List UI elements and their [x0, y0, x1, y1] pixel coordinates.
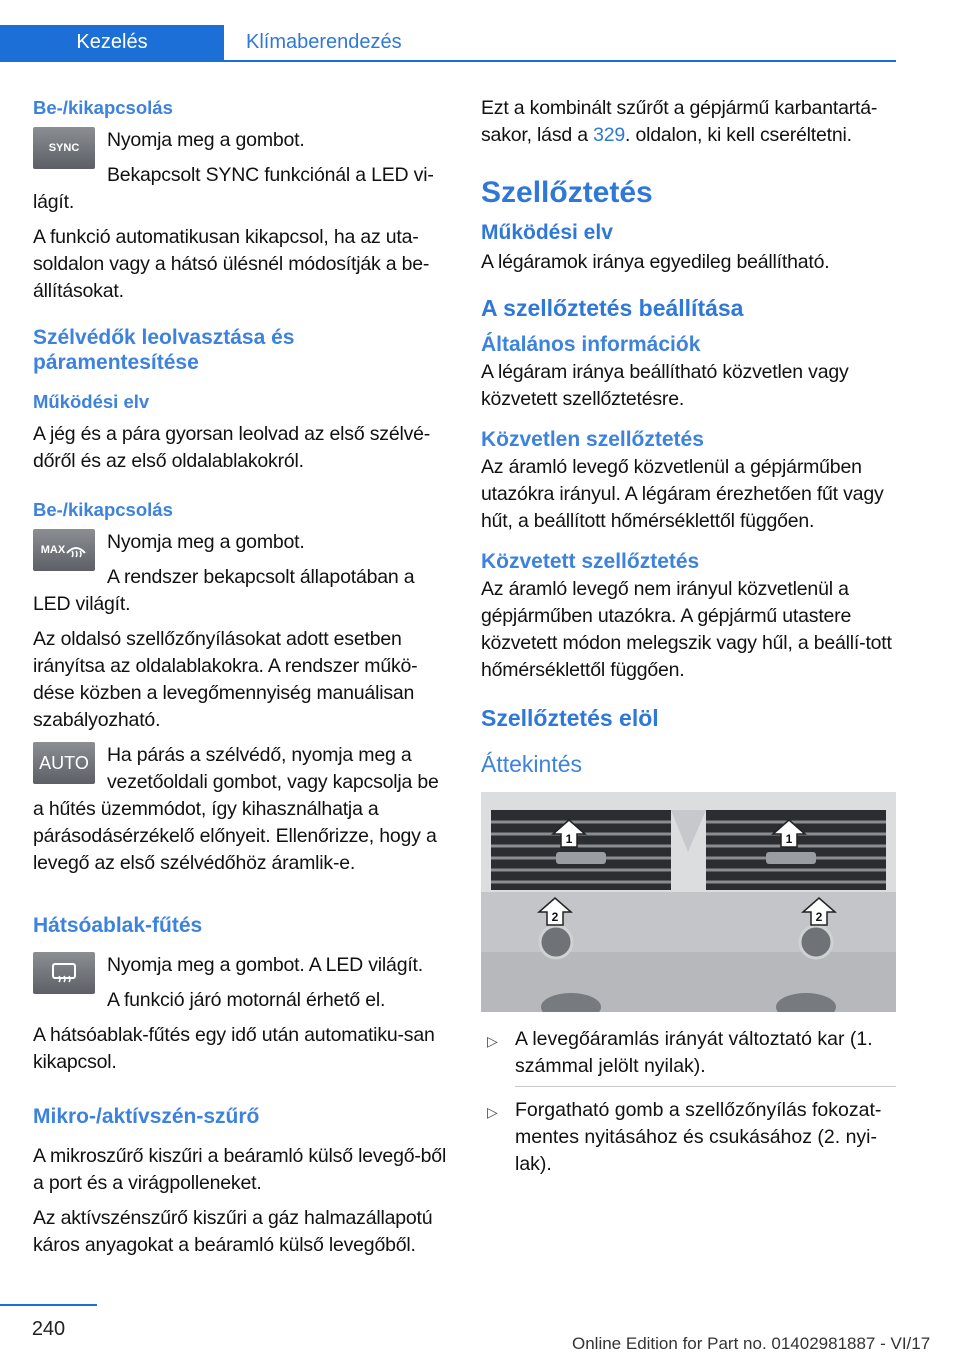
filter-replacement-text-start: Ezt a kombinált szűrőt a gépjármű karbantartá-sakor, lásd a: [481, 97, 878, 146]
overview-heading: Áttekintés: [481, 751, 582, 777]
ventilation-principle-text: A légáramok iránya egyedileg beállítható.: [481, 251, 830, 273]
section-heading-rear-heating: Hátsóablak-fűtés: [33, 914, 203, 937]
auto-icon-label: AUTO: [39, 752, 89, 773]
sync-icon-label: SYNC: [48, 142, 80, 154]
sync-instruction: Nyomja meg a gombot.: [107, 129, 305, 151]
front-ventilation-heading: Szellőztetés elöl: [481, 705, 659, 731]
carbon-filter-text: Az aktívszénszűrő kiszűri a gáz halmazállapotú káros anyagokat a beáramló külső levegőből.: [33, 1207, 433, 1256]
page-number-bar: [0, 1304, 97, 1306]
general-info-heading: Általános információk: [481, 333, 701, 356]
sync-button-icon: [33, 127, 95, 169]
section-heading-defrost: Szélvédők leolvasztása és páramentesítése: [33, 326, 295, 374]
triangle-bullet-icon: ▷: [487, 1033, 498, 1049]
section-heading-filter: Mikro-/aktívszén-szűrő: [33, 1105, 260, 1128]
direct-ventilation-text: Az áramló levegő közvetlenül a gépjárműben utazókra irányul. A légáram érezhetően fűt vagy hűt, a beállított hőmérséklettől függően.: [481, 456, 884, 532]
auto-block: [33, 742, 447, 885]
photo-label-1-left: 1: [565, 832, 573, 846]
filter-replacement-text-end: . oldalon, ki kell cseréltetni.: [625, 124, 852, 146]
max-side-vents-text: Az oldalsó szellőzőnyílásokat adott esetben irányítsa az oldalablakokra. A rendszer műkö-dése közben a levegőmennyiség manuálisan szabályozható.: [33, 628, 418, 731]
right-column: [481, 95, 896, 1188]
header-tabs: [0, 25, 446, 60]
windshield-defrost-icon: [65, 541, 87, 559]
tab-kezeles[interactable]: Kezelés: [0, 25, 224, 60]
rear-auto-off-text: A hátsóablak-fűtés egy idő után automatiku-san kikapcsol.: [33, 1024, 435, 1073]
max-block: [33, 529, 447, 626]
max-defrost-button-icon: [33, 529, 95, 571]
list-item: [481, 1097, 896, 1178]
photo-label-2-left: 2: [551, 910, 559, 924]
max-led-text: A rendszer bekapcsolt állapotában a LED világít.: [33, 566, 415, 615]
sync-block: [33, 127, 447, 224]
rear-defrost-icon: [50, 961, 78, 985]
front-vents-photo: [481, 792, 896, 1012]
rear-instruction: Nyomja meg a gombot. A LED világít.: [107, 954, 423, 976]
dashboard-vents-image: [481, 792, 896, 1012]
defrost-principle-text: A jég és a pára gyorsan leolvad az első szélvé-dőről és az első oldalablakokról.: [33, 423, 431, 472]
rear-window-heating-button-icon: [33, 952, 95, 994]
photo-label-1-right: 1: [785, 832, 793, 846]
general-info-text: A légáram iránya beállítható közvetlen vagy közvetett szellőztetésre.: [481, 361, 849, 410]
rear-block: [33, 952, 447, 1022]
left-column: [33, 95, 447, 1267]
direct-ventilation-heading: Közvetlen szellőztetés: [481, 428, 704, 451]
max-icon-label: MAX: [40, 544, 66, 556]
triangle-bullet-icon: ▷: [487, 1104, 498, 1120]
overview-bullet-list: [481, 1026, 896, 1178]
defrost-principle-heading: Működési elv: [33, 391, 150, 412]
defrost-onoff-heading: Be-/kikapcsolás: [33, 499, 173, 520]
page-link-329[interactable]: 329: [593, 124, 626, 146]
photo-label-2-right: 2: [815, 910, 823, 924]
chapter-title-ventilation: Szellőztetés: [481, 176, 653, 209]
bullet-text-rotary-knob: Forgatható gomb a szellőzőnyílás fokozat-mentes nyitásához és csukásához (2. nyi-lak).: [515, 1099, 882, 1175]
ventilation-setting-heading: A szellőztetés beállítása: [481, 295, 744, 321]
max-instruction: Nyomja meg a gombot.: [107, 531, 305, 553]
page-number: 240: [31, 1318, 66, 1340]
indirect-ventilation-text: Az áramló levegő nem irányul közvetlenül a gépjárműben utazókra. A gépjármű utastere közvetett módon melegszik vagy hűl, a beállí-tott hőmérséklettől függően.: [481, 578, 892, 681]
sync-led-text: Bekapcsolt SYNC funkciónál a LED vi-lágít.: [33, 164, 434, 213]
tab-klimaberendezes[interactable]: Klímaberendezés: [246, 31, 402, 53]
auto-fog-text: Ha párás a szélvédő, nyomja meg a vezetőoldali gombot, vagy kapcsolja be a hűtés üzemmódot, így kihasználhatja a párásodásérzékelő előnyeit. Ellenőrizze, hogy a levegő az első szélvédőhöz áramlik-e.: [33, 744, 439, 874]
microfilter-text: A mikroszűrő kiszűri a beáramló külső levegő-ből a port és a virágpolleneket.: [33, 1145, 447, 1194]
bullet-text-airflow-lever: A levegőáramlás irányát változtató kar (1. számmal jelölt nyilak).: [515, 1028, 873, 1077]
ventilation-principle-heading: Működési elv: [481, 221, 613, 244]
auto-button-icon: [33, 742, 95, 784]
indirect-ventilation-heading: Közvetett szellőztetés: [481, 550, 700, 573]
header-divider: [0, 60, 896, 62]
list-item: [481, 1026, 896, 1087]
section-heading-onoff: Be-/kikapcsolás: [33, 97, 173, 118]
filter-replacement-text: [481, 95, 896, 149]
rear-engine-text: A funkció járó motornál érhető el.: [107, 989, 386, 1011]
edition-footer: Online Edition for Part no. 01402981887 - VI/17: [572, 1334, 931, 1353]
sync-auto-off-text: A funkció automatikusan kikapcsol, ha az uta-soldalon vagy a hátsó ülésnél módosítják a be-állításokat.: [33, 226, 430, 302]
